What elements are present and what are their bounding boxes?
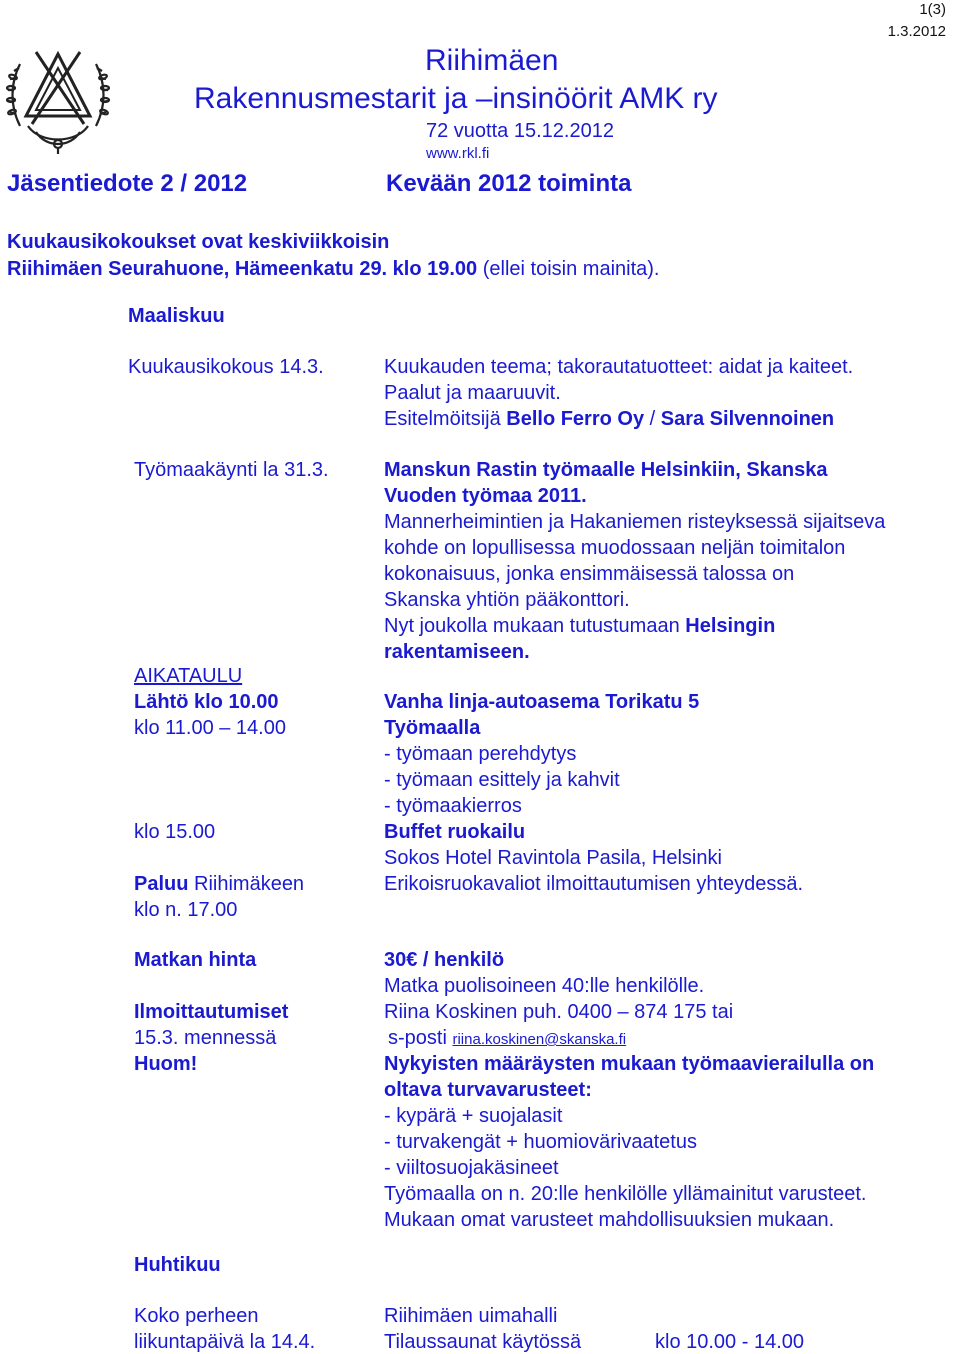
schedule-heading: AIKATAULU: [134, 665, 243, 687]
registration-email-line: [388, 1028, 626, 1048]
site-item-1: - työmaan perehdytys: [384, 743, 577, 765]
site-item-2: - työmaan esittely ja kahvit: [384, 769, 620, 791]
registration-deadline: 15.3. mennessä: [134, 1027, 277, 1049]
bulletin-title: Jäsentiedote 2 / 2012: [7, 170, 248, 197]
org-name-line1: Riihimäen: [425, 44, 559, 77]
notice-line-1: Työmaalla on n. 20:lle henkilölle yllämainitut varusteet.: [384, 1183, 867, 1205]
meeting-line-2: Paalut ja maaruuvit.: [384, 382, 561, 404]
april-event-label-1: Koko perheen: [134, 1305, 259, 1327]
visit-invite-end: rakentamiseen.: [384, 641, 530, 663]
site-label: Työmaalla: [384, 717, 481, 739]
return-destination: Riihimäkeen: [188, 873, 305, 895]
intro-line1: Kuukausikokoukset ovat keskiviikkoisin: [7, 231, 390, 253]
page-number: 1(3): [919, 1, 946, 18]
presenter-line: [384, 409, 834, 429]
april-time: klo 10.00 - 14.00: [655, 1331, 804, 1353]
lunch-label: Buffet ruokailu: [384, 821, 526, 843]
visit-title-1: Manskun Rastin työmaalle Helsinkiin, Skanska: [384, 459, 828, 481]
document-date: 1.3.2012: [887, 23, 946, 40]
visit-desc-2: kohde on lopullisessa muodossaan neljän toimitalon: [384, 537, 846, 559]
season-title: Kevään 2012 toiminta: [386, 170, 632, 197]
website-link[interactable]: www.rkl.fi: [426, 145, 490, 162]
notice-title-2: oltava turvavarusteet:: [384, 1079, 592, 1101]
return-time: klo n. 17.00: [134, 899, 238, 921]
march-heading: Maaliskuu: [128, 305, 225, 327]
notice-label: Huom!: [134, 1053, 198, 1075]
notice-item-3: - viiltosuojakäsineet: [384, 1157, 559, 1179]
price-label: Matkan hinta: [134, 949, 257, 971]
email-link[interactable]: riina.koskinen@skanska.fi: [452, 1031, 627, 1048]
price-note: Matka puolisoineen 40:lle henkilölle.: [384, 975, 705, 997]
notice-item-1: - kypärä + suojalasit: [384, 1105, 563, 1127]
meeting-label: Kuukausikokous 14.3.: [128, 356, 324, 378]
intro-line2: [7, 259, 659, 279]
visit-desc-3: kokonaisuus, jonka ensimmäisessä talossa on: [384, 563, 795, 585]
notice-item-2: - turvakengät + huomiovärivaatetus: [384, 1131, 697, 1153]
presenter-name: Sara Silvennoinen: [660, 408, 835, 430]
lunch-time: klo 15.00: [134, 821, 216, 843]
visit-invite-prefix: Nyt joukolla mukaan tutustumaan: [384, 615, 686, 637]
presenter-separator: /: [644, 408, 661, 430]
return-note: Erikoisruokavaliot ilmoittautumisen yhteydessä.: [384, 873, 804, 895]
return-bold: Paluu: [134, 873, 189, 895]
anniversary-text: 72 vuotta 15.12.2012: [426, 120, 614, 142]
site-time: klo 11.00 – 14.00: [134, 717, 286, 739]
visit-label: Työmaakäynti la 31.3.: [134, 459, 329, 481]
registration-contact: Riina Koskinen puh. 0400 – 874 175 tai: [384, 1001, 734, 1023]
visit-desc-4: Skanska yhtiön pääkonttori.: [384, 589, 630, 611]
april-sauna: Tilaussaunat käytössä: [384, 1331, 582, 1353]
site-item-3: - työmaakierros: [384, 795, 522, 817]
notice-line-2: Mukaan omat varusteet mahdollisuuksien mukaan.: [384, 1209, 835, 1231]
org-name-line2: Rakennusmestarit ja –insinöörit AMK ry: [194, 82, 718, 115]
return-label: [134, 874, 304, 894]
lunch-place: Sokos Hotel Ravintola Pasila, Helsinki: [384, 847, 722, 869]
intro-venue: Riihimäen Seurahuone, Hämeenkatu 29. klo 19.00: [7, 258, 478, 280]
visit-title-2: Vuoden työmaa 2011.: [384, 485, 587, 507]
registration-label: Ilmoittautumiset: [134, 1001, 289, 1023]
visit-invite: [384, 616, 775, 636]
april-heading: Huhtikuu: [134, 1254, 221, 1276]
price-value: 30€ / henkilö: [384, 949, 505, 971]
depart-label: Lähtö klo 10.00: [134, 691, 279, 713]
compass-and-square-emblem-icon: [6, 40, 110, 156]
visit-invite-city: Helsingin: [685, 615, 776, 637]
notice-title-1: Nykyisten määräysten mukaan työmaavierailulla on: [384, 1053, 875, 1075]
intro-note: (ellei toisin mainita).: [477, 258, 660, 280]
presenter-prefix: Esitelmöitsijä: [384, 408, 507, 430]
meeting-line-1: Kuukauden teema; takorautatuotteet: aidat ja kaiteet.: [384, 356, 854, 378]
visit-desc-1: Mannerheimintien ja Hakaniemen risteyksessä sijaitseva: [384, 511, 886, 533]
april-event-label-2: liikuntapäivä la 14.4.: [134, 1331, 316, 1353]
april-place: Riihimäen uimahalli: [384, 1305, 558, 1327]
email-prefix: s-posti: [388, 1027, 453, 1049]
presenter-company: Bello Ferro Oy: [506, 408, 645, 430]
depart-place: Vanha linja-autoasema Torikatu 5: [384, 691, 700, 713]
